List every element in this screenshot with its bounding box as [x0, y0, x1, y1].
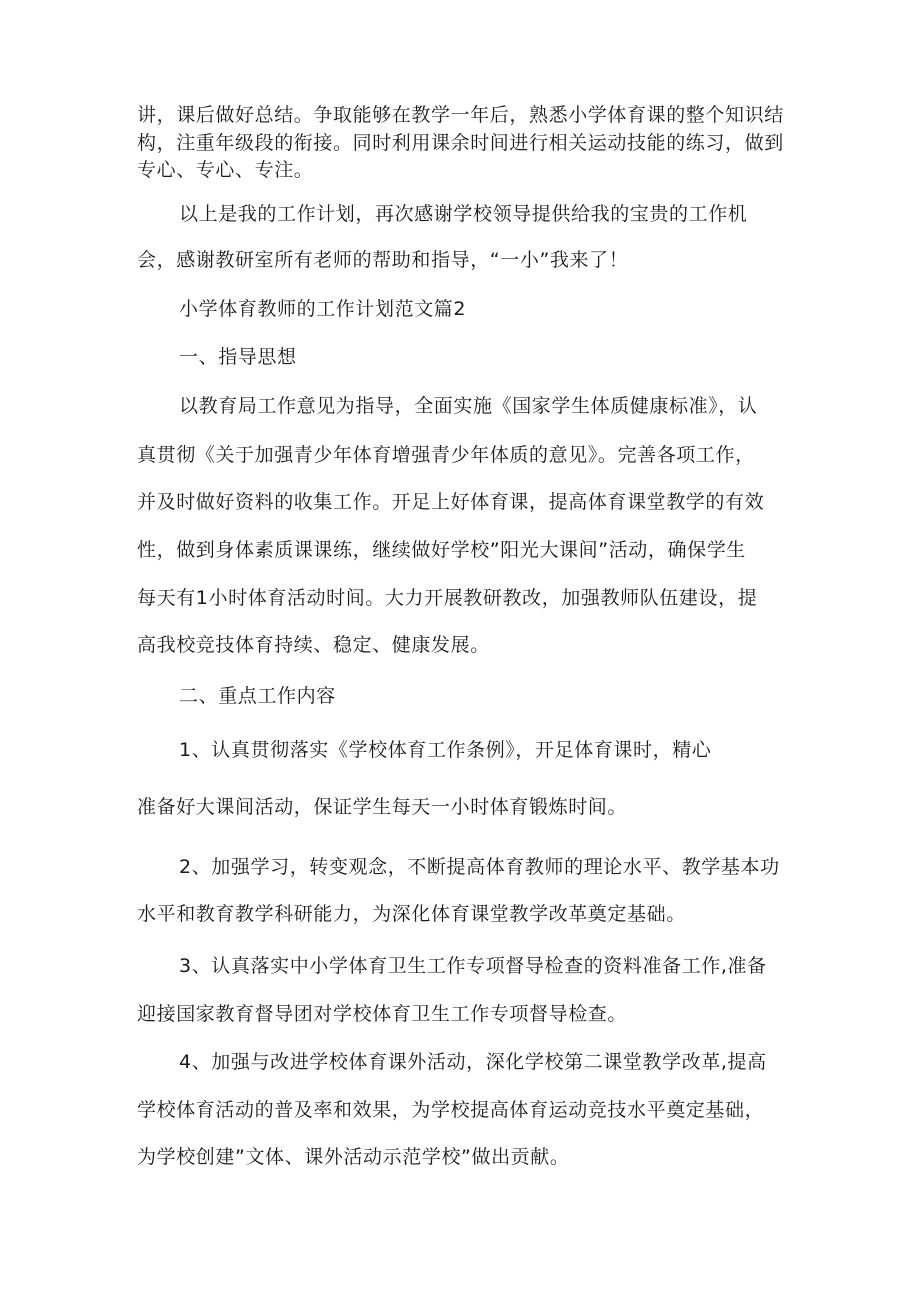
section-heading: 二、重点工作内容: [179, 685, 336, 707]
paragraph-line: 2、加强学习，转变观念，不断提高体育教师的理论水平、教学基本功: [179, 856, 780, 878]
paragraph-line: 性，做到身体素质课课练，继续做好学校”阳光大课间”活动，确保学生: [137, 539, 746, 561]
paragraph-line: 以上是我的工作计划，再次感谢学校领导提供给我的宝贵的工作机: [179, 203, 748, 225]
paragraph-line: 4、加强与改进学校体育课外活动，深化学校第二课堂教学改革,提高: [179, 1051, 767, 1073]
paragraph-line: 讲，课后做好总结。争取能够在教学一年后，熟悉小学体育课的整个知识结: [137, 104, 784, 126]
paragraph-line: 并及时做好资料的收集工作。开足上好体育课，提高体育课堂教学的有效: [137, 491, 765, 513]
paragraph-line: 1、认真贯彻落实《学校体育工作条例》，开足体育课时，精心: [179, 739, 712, 761]
paragraph-line: 会，感谢教研室所有老师的帮助和指导，“一小”我来了！: [137, 249, 629, 271]
paragraph-line: 水平和教育教学科研能力，为深化体育课堂教学改革奠定基础。: [137, 903, 686, 925]
paragraph-line: 真贯彻《关于加强青少年体育增强青少年体质的意见》。完善各项工作，: [137, 444, 755, 466]
section-title: 小学体育教师的工作计划范文篇2: [179, 298, 467, 320]
paragraph-line: 每天有1小时体育活动时间。大力开展教研教改，加强教师队伍建设，提: [137, 587, 758, 609]
paragraph-line: 专心、专心、专注。: [137, 159, 314, 181]
paragraph-line: 高我校竞技体育持续、稳定、健康发展。: [137, 634, 490, 656]
paragraph-line: 迎接国家教育督导团对学校体育卫生工作专项督导检查。: [137, 1003, 628, 1025]
paragraph-line: 以教育局工作意见为指导，全面实施《国家学生体质健康标准》，认: [179, 395, 758, 417]
paragraph-line: 准备好大课间活动，保证学生每天一小时体育锻炼时间。: [137, 796, 628, 818]
paragraph-line: 3、认真落实中小学体育卫生工作专项督导检查的资料准备工作,准备: [179, 955, 767, 977]
paragraph-line: 学校体育活动的普及率和效果，为学校提高体育运动竞技水平奠定基础，: [137, 1099, 765, 1121]
paragraph-line: 构，注重年级段的衔接。同时利用课余时间进行相关运动技能的练习，做到: [137, 132, 784, 154]
paragraph-line: 为学校创建”文体、课外活动示范学校”做出贡献。: [137, 1146, 570, 1168]
section-heading: 一、指导思想: [179, 346, 297, 368]
